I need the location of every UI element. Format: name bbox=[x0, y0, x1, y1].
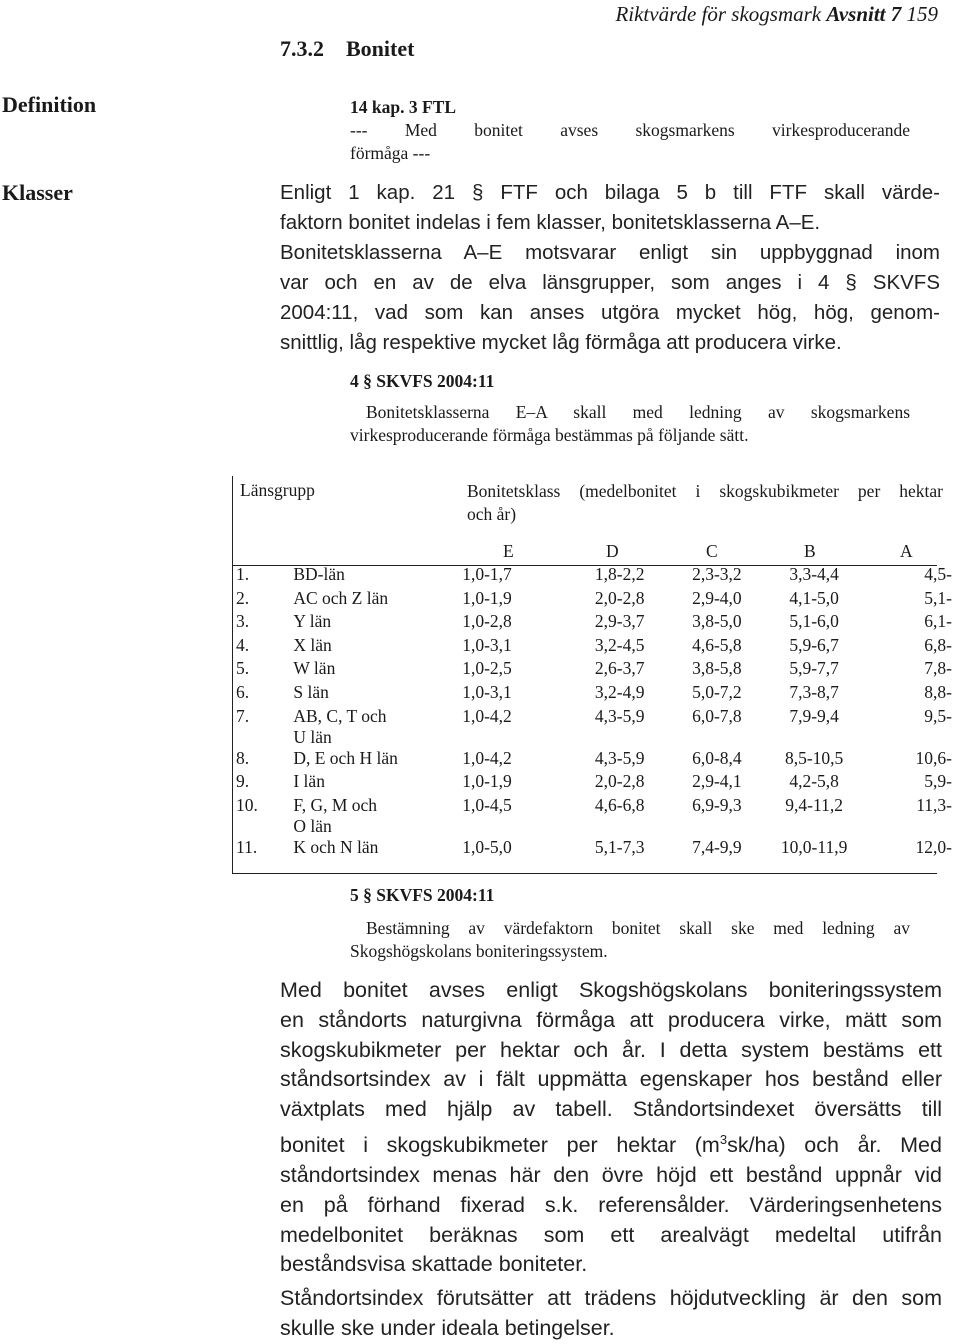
lansgrupp-line: I län bbox=[293, 771, 325, 792]
paragraph-line: snittlig, låg respektive mycket låg förmåga att producera virke. bbox=[280, 331, 842, 354]
section-title: Bonitet bbox=[346, 36, 415, 61]
table-row bbox=[232, 658, 960, 682]
law-ref: 14 kap. 3 FTL bbox=[350, 97, 456, 117]
paragraph-line: ståndsortsindex av i fält uppmätta egenskaper hos bestånd eller bbox=[280, 1067, 942, 1092]
row-lansgrupp bbox=[293, 658, 462, 682]
row-number: 11. bbox=[236, 836, 258, 857]
table-bottom-rule bbox=[232, 873, 937, 874]
lansgrupp-line: F, G, M och bbox=[293, 794, 378, 815]
section-label: Avsnitt 7 bbox=[826, 2, 902, 26]
table-row bbox=[232, 748, 960, 772]
cell-class-a: 6,8- bbox=[924, 634, 952, 655]
cell-class-b: 5,1-6,0 bbox=[789, 611, 839, 632]
running-title: Riktvärde för skogsmark bbox=[615, 2, 822, 26]
cell-class-e: 1,0-1,9 bbox=[462, 587, 512, 608]
bonitet-table bbox=[232, 564, 960, 860]
paragraph-line: Ståndortsindex förutsätter att trädens höjdutveckling är den som bbox=[280, 1286, 942, 1310]
cell-class-d: 1,8-2,2 bbox=[594, 564, 645, 584]
cell-class-c: 2,9-4,0 bbox=[692, 587, 742, 608]
paragraph-line: 2004:11, vad som kan anses utgöra mycket hög, hög, genom- bbox=[280, 301, 940, 324]
paragraph-line: faktorn bonitet indelas i fem klasser, bonitetsklasserna A–E. bbox=[280, 211, 821, 234]
cell-class-c: 3,8-5,8 bbox=[692, 658, 742, 679]
class-label-a: A bbox=[900, 541, 913, 561]
row-lansgrupp bbox=[293, 611, 462, 635]
definition-line: --- Med bonitet avses skogsmarkens virkesproducerande bbox=[350, 120, 910, 140]
cell-class-b: 10,0-11,9 bbox=[780, 836, 848, 857]
cell-class-a: 10,6- bbox=[915, 747, 952, 768]
cell-class-a: 7,8- bbox=[924, 658, 952, 679]
ref5-line: Bestämning av värdefaktorn bonitet skall ske med ledning av bbox=[366, 918, 910, 938]
cell-class-d: 2,0-2,8 bbox=[594, 587, 645, 608]
table-row bbox=[232, 837, 960, 861]
cell-class-d: 2,6-3,7 bbox=[594, 658, 645, 679]
cell-class-d: 2,9-3,7 bbox=[594, 611, 645, 632]
table-header-bonitetsklass bbox=[467, 480, 943, 526]
cell-class-c: 7,4-9,9 bbox=[692, 836, 742, 857]
cell-class-d: 3,2-4,9 bbox=[594, 681, 645, 702]
cell-class-a: 8,8- bbox=[924, 681, 952, 702]
cell-class-b: 7,3-8,7 bbox=[789, 681, 839, 702]
class-label-c: C bbox=[706, 541, 718, 561]
paragraph-line: en på förhand fixerad s.k. referensålder. Värderingsenhetens bbox=[280, 1192, 942, 1217]
lansgrupp-line: U län bbox=[293, 726, 332, 747]
cell-class-d: 3,2-4,5 bbox=[594, 634, 645, 655]
lansgrupp-line: S län bbox=[293, 681, 329, 702]
row-lansgrupp bbox=[293, 682, 462, 706]
row-lansgrupp bbox=[293, 748, 462, 772]
cell-class-d: 4,3-5,9 bbox=[594, 705, 645, 726]
cell-class-c: 3,8-5,0 bbox=[692, 611, 742, 632]
class-label-d: D bbox=[606, 541, 619, 561]
row-number: 6. bbox=[236, 681, 250, 702]
cell-class-b: 8,5-10,5 bbox=[784, 747, 844, 768]
cell-class-e: 1,0-1,9 bbox=[462, 771, 512, 792]
row-number: 1. bbox=[236, 564, 250, 584]
paragraph-line: medelbonitet beräknas som ett arealvägt medeltal utifrån bbox=[280, 1222, 942, 1247]
paragraph-line: växtplats med hjälp av tabell. Ståndortsindexet översätts till bbox=[280, 1097, 942, 1122]
row-lansgrupp bbox=[293, 837, 462, 861]
section-heading bbox=[280, 36, 414, 62]
paragraph-line: var och en av de elva länsgrupper, som anges i 4 § SKVFS bbox=[280, 271, 940, 294]
page-number: 159 bbox=[906, 2, 938, 26]
cell-class-e: 1,0-2,8 bbox=[462, 611, 512, 632]
table-row bbox=[232, 706, 960, 748]
row-lansgrupp bbox=[293, 795, 462, 837]
ref5-title: 5 § SKVFS 2004:11 bbox=[350, 885, 495, 905]
definition-line: förmåga --- bbox=[350, 143, 431, 163]
cell-class-c: 6,0-8,4 bbox=[692, 747, 742, 768]
paragraph-line: ståndortsindex menas här den övre höjd ett bestånd uppnår vid bbox=[280, 1162, 942, 1187]
cell-class-a: 12,0- bbox=[915, 836, 952, 857]
sidebar-klasser: Klasser bbox=[2, 180, 73, 205]
explanation-paragraph bbox=[280, 976, 942, 1280]
table-row bbox=[232, 682, 960, 706]
cell-class-c: 2,3-3,2 bbox=[692, 564, 742, 584]
lansgrupp-line: W län bbox=[293, 658, 336, 679]
row-number: 5. bbox=[236, 658, 250, 679]
cell-class-c: 5,0-7,2 bbox=[692, 681, 742, 702]
cell-class-b: 9,4-11,2 bbox=[785, 794, 843, 815]
running-header bbox=[615, 2, 938, 27]
cell-class-e: 1,0-1,7 bbox=[462, 564, 512, 584]
row-number: 4. bbox=[236, 634, 250, 655]
table-header-line: och år) bbox=[467, 504, 517, 524]
definition-block bbox=[350, 96, 910, 165]
row-lansgrupp bbox=[293, 706, 462, 748]
cell-class-a: 5,9- bbox=[924, 771, 952, 792]
cell-class-c: 2,9-4,1 bbox=[692, 771, 742, 792]
lansgrupp-line: O län bbox=[293, 815, 332, 836]
row-number: 7. bbox=[236, 705, 250, 726]
lansgrupp-line: BD-län bbox=[293, 564, 345, 584]
final-paragraph bbox=[280, 1284, 942, 1344]
paragraph-line: beståndsvisa skattade boniteter. bbox=[280, 1252, 588, 1277]
table-row bbox=[232, 771, 960, 795]
class-label-b: B bbox=[804, 541, 816, 561]
cell-class-d: 2,0-2,8 bbox=[594, 771, 645, 792]
paragraph-line: Med bonitet avses enligt Skogshögskolans boniteringssystem bbox=[280, 978, 942, 1002]
table-header-lansgrupp: Länsgrupp bbox=[240, 480, 315, 500]
lansgrupp-line: AB, C, T och bbox=[293, 705, 387, 726]
row-lansgrupp bbox=[293, 635, 462, 659]
ref4-line: virkesproducerande förmåga bestämmas på följande sätt. bbox=[350, 425, 749, 445]
paragraph-line: en ståndorts naturgivna förmåga att producera virke, mätt som bbox=[280, 1007, 942, 1032]
cell-class-d: 5,1-7,3 bbox=[594, 836, 645, 857]
sidebar-definition: Definition bbox=[2, 92, 97, 117]
lansgrupp-line: Y län bbox=[293, 611, 332, 632]
cell-class-a: 11,3- bbox=[916, 794, 952, 815]
cell-class-a: 9,5- bbox=[924, 705, 952, 726]
cell-class-e: 1,0-3,1 bbox=[462, 681, 512, 702]
paragraph-line: skogskubikmeter per hektar och år. I detta system bestäms ett bbox=[280, 1037, 942, 1062]
cell-class-b: 7,9-9,4 bbox=[789, 705, 839, 726]
row-number: 8. bbox=[236, 747, 250, 768]
cell-class-e: 1,0-5,0 bbox=[462, 836, 512, 857]
cell-class-e: 1,0-3,1 bbox=[462, 634, 512, 655]
row-number: 10. bbox=[236, 794, 258, 815]
row-lansgrupp bbox=[293, 588, 462, 612]
cell-class-d: 4,6-6,8 bbox=[594, 794, 645, 815]
ref4-title: 4 § SKVFS 2004:11 bbox=[350, 371, 495, 391]
paragraph-line-with-superscript: bonitet i skogskubikmeter per hektar $(m^3sk/ha)$ och år. Med bbox=[280, 1131, 942, 1158]
ref5-text bbox=[350, 917, 910, 963]
row-lansgrupp bbox=[293, 771, 462, 795]
table-row bbox=[232, 564, 960, 588]
class-label-e: E bbox=[503, 541, 514, 561]
cell-class-b: 5,9-7,7 bbox=[789, 658, 839, 679]
cell-class-c: 6,9-9,3 bbox=[692, 794, 742, 815]
lansgrupp-line: K och N län bbox=[293, 836, 379, 857]
table-row bbox=[232, 611, 960, 635]
cell-class-b: 4,1-5,0 bbox=[789, 587, 839, 608]
cell-class-a: 4,5- bbox=[924, 564, 952, 584]
ref5-line: Skogshögskolans boniteringssystem. bbox=[350, 941, 608, 961]
cell-class-a: 5,1- bbox=[924, 587, 952, 608]
cell-class-e: 1,0-4,2 bbox=[462, 705, 512, 726]
table-row bbox=[232, 795, 960, 837]
cell-class-b: 5,9-6,7 bbox=[789, 634, 839, 655]
table-header-line: Bonitetsklass (medelbonitet i skogskubikmeter per hektar bbox=[467, 481, 943, 501]
lansgrupp-line: AC och Z län bbox=[293, 587, 389, 608]
section-number: 7.3.2 bbox=[280, 36, 324, 61]
cell-class-c: 6,0-7,8 bbox=[692, 705, 742, 726]
paragraph-line: skulle ske under ideala betingelser. bbox=[280, 1315, 615, 1340]
table-row bbox=[232, 588, 960, 612]
cell-class-b: 3,3-4,4 bbox=[789, 564, 839, 584]
lansgrupp-line: X län bbox=[293, 634, 332, 655]
row-lansgrupp bbox=[293, 564, 462, 588]
cell-class-e: 1,0-4,2 bbox=[462, 747, 512, 768]
ref4-text bbox=[350, 401, 910, 447]
cell-class-d: 4,3-5,9 bbox=[594, 747, 645, 768]
cell-class-c: 4,6-5,8 bbox=[692, 634, 742, 655]
ref4-line: Bonitetsklasserna E–A skall med ledning av skogsmarkens bbox=[366, 402, 910, 422]
paragraph-line: Enligt 1 kap. 21 § FTF och bilaga 5 b till FTF skall värde- bbox=[280, 181, 940, 204]
lansgrupp-line: D, E och H län bbox=[293, 747, 398, 768]
cell-class-e: 1,0-4,5 bbox=[462, 794, 512, 815]
superscript-3: 3 bbox=[719, 1131, 728, 1147]
row-number: 2. bbox=[236, 587, 250, 608]
table-row bbox=[232, 635, 960, 659]
klasser-paragraph bbox=[280, 178, 940, 358]
cell-class-a: 6,1- bbox=[924, 611, 952, 632]
row-number: 3. bbox=[236, 611, 250, 632]
paragraph-line: Bonitetsklasserna A–E motsvarar enligt sin uppbyggnad inom bbox=[280, 241, 940, 264]
cell-class-e: 1,0-2,5 bbox=[462, 658, 512, 679]
cell-class-b: 4,2-5,8 bbox=[789, 771, 839, 792]
bonitet-table-body bbox=[232, 564, 960, 860]
row-number: 9. bbox=[236, 771, 250, 792]
